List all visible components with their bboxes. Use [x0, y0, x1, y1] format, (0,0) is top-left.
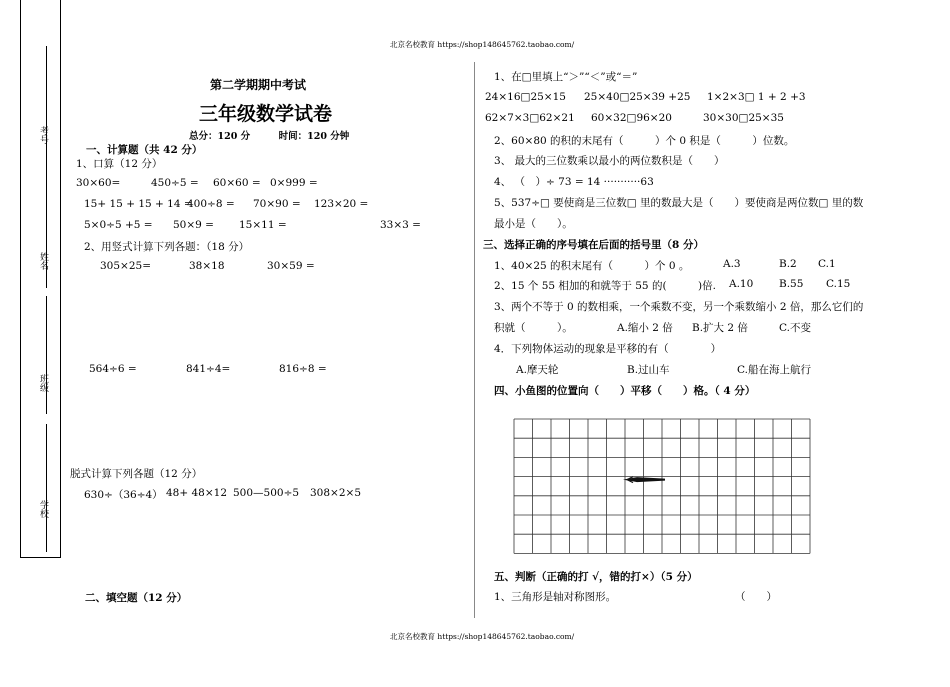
calc-item: 450÷5 =	[151, 177, 199, 189]
judge-q1-paren: （ ）	[735, 591, 777, 603]
vertical-calc-item: 38×18	[189, 260, 225, 272]
choice-option: B.扩大 2 倍	[692, 322, 748, 334]
compare-item: 62×7×3□62×21	[485, 112, 575, 124]
calc-item: 70×90 =	[253, 198, 301, 210]
choice-option: C.不变	[779, 322, 811, 334]
choice-q1: 1、40×25 的积末尾有（ ）个 0 。	[494, 260, 690, 272]
fill-q2: 2、60×80 的积的末尾有（ ）个 0 积是（ ）位数。	[494, 135, 795, 147]
compare-item: 24×16□25×15	[485, 91, 566, 103]
vertical-calc-item: 841÷4=	[186, 363, 231, 375]
fish-icon	[623, 477, 665, 483]
fill-q5: 5、537÷□ 要使商是三位数□ 里的数最大是（ ）要使商是两位数□ 里的数	[494, 197, 864, 209]
calc-item: 33×3 =	[380, 219, 421, 231]
binding-margin-box	[20, 0, 61, 558]
choice-option: A.摩天轮	[516, 364, 559, 376]
school-line	[46, 424, 47, 552]
choice-option: B.2	[779, 258, 797, 270]
name-label: 姓名	[38, 252, 48, 270]
exam-title: 三年级数学试卷	[199, 103, 333, 125]
choice-option: C.船在海上航行	[737, 364, 811, 376]
vertical-calc-item: 816÷8 =	[279, 363, 327, 375]
page-footer: 北京名校教育 https://shop148645762.taobao.com/	[390, 632, 575, 641]
choice-option: C.1	[818, 258, 836, 270]
fish-grid	[513, 418, 811, 554]
calc-item: 0×999 =	[270, 177, 318, 189]
calc-item: 123×20 =	[314, 198, 369, 210]
fill-q3: 3、 最大的三位数乘以最小的两位数积是（ ）	[494, 155, 725, 167]
calc-item: 50×9 =	[173, 219, 214, 231]
exam-info: 总分：120 分 时间：120 分钟	[189, 131, 350, 142]
section3-heading: 三、选择正确的序号填在后面的括号里（8 分）	[483, 239, 704, 251]
choice-q4: 4．下列物体运动的现象是平移的有（ ）	[494, 343, 722, 355]
choice-option: C.15	[826, 278, 851, 290]
compare-item: 25×40□25×39 +25	[584, 91, 691, 103]
step-calc-item: 500—500÷5	[233, 487, 300, 499]
section5-heading: 五、判断（正确的打 √，错的打×）（5 分）	[494, 571, 698, 583]
page-header: 北京名校教育 https://shop148645762.taobao.com/	[390, 40, 575, 49]
section1-heading: 一、计算题（共 42 分）	[86, 144, 203, 156]
choice-q2: 2、15 个 55 相加的和就等于 55 的( )倍.	[494, 280, 716, 292]
exam-no-line	[46, 46, 47, 176]
class-label: 班级	[38, 374, 48, 392]
step-calc-item: 48+ 48×12	[166, 487, 228, 499]
exam-no-label: 考号	[38, 126, 48, 144]
choice-option: B.55	[779, 278, 804, 290]
choice-option: A.缩小 2 倍	[617, 322, 673, 334]
choice-q3: 3、两个不等于 0 的数相乘，一个乘数不变，另一个乘数缩小 2 倍，那么它们的	[494, 301, 864, 313]
section4-heading: 四、小鱼图的位置向（ ）平移（ ）格。（ 4 分）	[494, 385, 756, 397]
calc-item: 15×11 =	[239, 219, 287, 231]
choice-option: A.10	[729, 278, 754, 290]
fill-q1: 1、在□里填上“＞”“＜”或“＝”	[494, 71, 638, 83]
q3-title: 脱式计算下列各题（12 分）	[70, 468, 203, 480]
calc-item: 15+ 15 + 15 + 14 =	[84, 198, 193, 210]
choice-option: B.过山车	[627, 364, 670, 376]
calc-item: 5×0÷5 +5 =	[84, 219, 153, 231]
judge-q1: 1、三角形是轴对称图形。	[494, 591, 617, 603]
column-divider	[474, 62, 475, 618]
fill-q4: 4、 （ ）÷ 73 = 14 ···········63	[494, 176, 654, 188]
exam-subtitle: 第二学期期中考试	[210, 78, 307, 92]
step-calc-item: 308×2×5	[310, 487, 361, 499]
vertical-calc-item: 30×59 =	[267, 260, 315, 272]
class-line	[46, 296, 47, 414]
calc-item: 30×60=	[76, 177, 121, 189]
calc-item: 60×60 =	[213, 177, 261, 189]
vertical-calc-item: 564÷6 =	[89, 363, 137, 375]
compare-item: 1×2×3□ 1 + 2 +3	[707, 91, 806, 103]
fill-q5-cont: 最小是（ ）。	[494, 218, 573, 230]
q2-title: 2、用竖式计算下列各题：（18 分）	[84, 241, 250, 253]
step-calc-item: 630÷（36÷4）	[84, 489, 163, 501]
calc-item: 400÷8 =	[187, 198, 235, 210]
choice-q3-cont: 积就（ ）。	[494, 322, 573, 334]
section2-heading: 二、填空题（12 分）	[85, 592, 188, 604]
q1-title: 1、口算（12 分）	[76, 158, 163, 170]
compare-item: 60×32□96×20	[591, 112, 672, 124]
name-line	[46, 170, 47, 288]
compare-item: 30×30□25×35	[703, 112, 784, 124]
choice-option: A.3	[723, 258, 741, 270]
school-label: 学校	[38, 500, 48, 518]
vertical-calc-item: 305×25=	[100, 260, 151, 272]
